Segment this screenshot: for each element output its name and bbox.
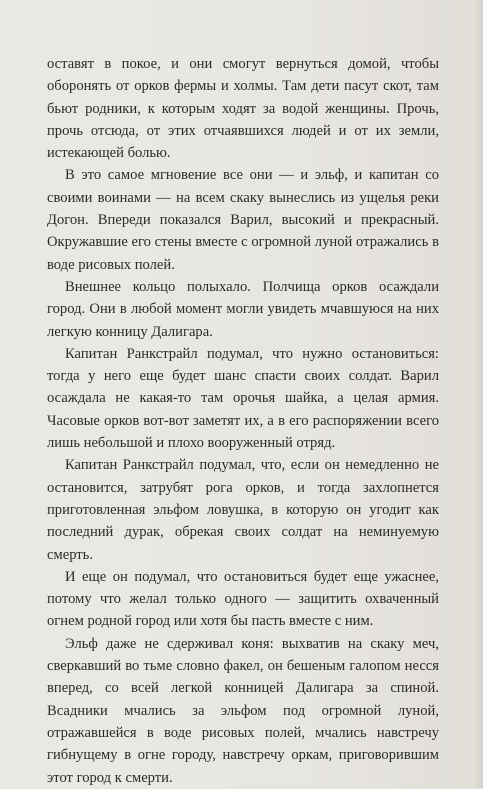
paragraph-1: оставят в покое, и они смогут вернуться домой, чтобы оборонять от орков фермы и холмы. Там дети пасут скот, там бьют родники, к которым ходят за водой женщины. Прочь, прочь отсюда, от этих отчаявшихся людей и от их земли, истекающей болью. [47,56,439,162]
paragraph-7: Эльф даже не сдерживал коня: выхватив на скаку меч, сверкавший во тьме словно факел, он бешеным галопом несся вперед, со всей легкой конницей Далигара за спиной. Всадники мчались за эльфом под огромной луной, отражавшейся в воде рисовых полей, мчались навстречу гибнущему в огне городу, навстречу оркам, приговорившим этот город к смерти. [47,635,439,786]
paragraph-2: В это самое мгновение все они — и эльф, и капитан со своими воинами — на всем скаку вынеслись из ущелья реки Догон. Впереди показался Варил, высокий и прекрасный. Окружавшие его стены вместе с огромной луной отражались в воде рисовых полей. [47,167,439,273]
paragraph-4: Капитан Ранкстрайл подумал, что нужно остановиться: тогда у него еще будет шанс спасти своих солдат. Варил осаждала не какая-то там орочья шайка, а целая армия. Часовые орков вот-вот заметят их, а в его распоряжении всего лишь небольшой и плохо вооруженный отряд. [47,345,439,452]
paragraph-3: Внешнее кольцо полыхало. Полчища орков осаждали город. Они в любой момент могли увидеть мчавшуюся на них легкую конницу Далигара. [47,278,439,340]
paragraph-6: И еще он подумал, что остановиться будет еще ужаснее, потому что желал только одного — защитить охваченный огнем родной город или хотя бы пасть вместе с ним. [47,568,439,630]
text-body [47,53,439,789]
paragraph-5: Капитан Ранкстрайл подумал, что, если он немедленно не остановится, затрубят рога орков, и тогда захлопнется приготовленная эльфом ловушка, в которую он угодит как последний дурак, обрекая своих солдат на неминуемую смерть. [47,457,439,563]
page-edge-shadow [475,0,483,788]
